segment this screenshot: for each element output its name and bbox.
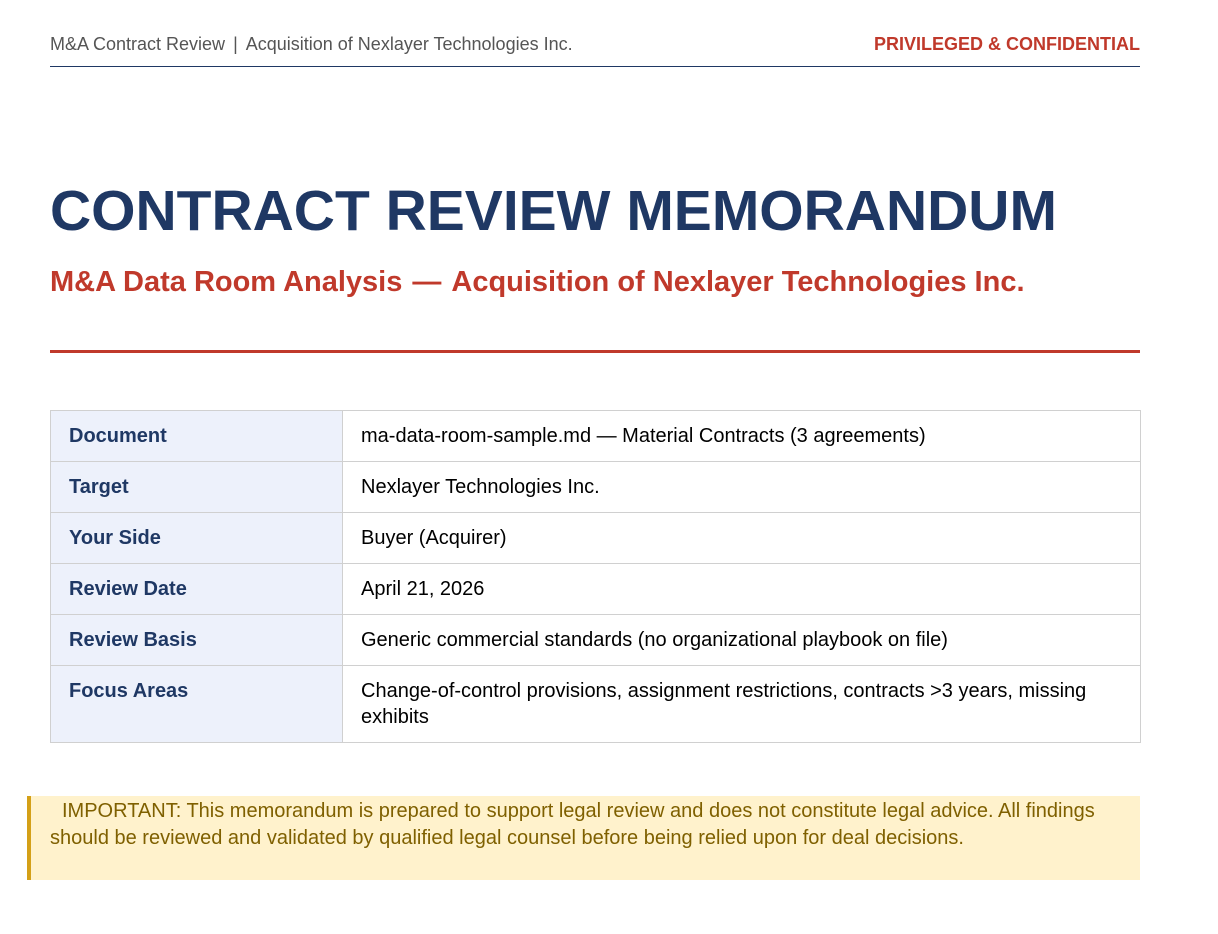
subtitle-dash: — xyxy=(412,266,442,298)
table-row xyxy=(51,462,1141,513)
row-value: Change-of-control provisions, assignment restrictions, contracts >3 years, missing exhibits xyxy=(343,666,1141,743)
row-label: Review Basis xyxy=(51,615,343,666)
table-row xyxy=(51,564,1141,615)
row-label: Review Date xyxy=(51,564,343,615)
row-value: Buyer (Acquirer) xyxy=(343,513,1141,564)
memo-title: CONTRACT REVIEW MEMORANDUM xyxy=(50,179,1057,243)
table-row xyxy=(51,411,1141,462)
subtitle-analysis: M&A Data Room Analysis xyxy=(50,266,403,298)
subtitle-divider xyxy=(50,350,1140,353)
subtitle-deal: Acquisition of Nexlayer Technologies Inc. xyxy=(451,266,1025,298)
table-row xyxy=(51,666,1141,743)
row-label: Target xyxy=(51,462,343,513)
header-doc-title xyxy=(50,34,573,55)
row-value: Generic commercial standards (no organizational playbook on file) xyxy=(343,615,1141,666)
row-value: ma-data-room-sample.md — Material Contracts (3 agreements) xyxy=(343,411,1141,462)
row-value: April 21, 2026 xyxy=(343,564,1141,615)
header-title: M&A Contract Review xyxy=(50,34,226,54)
page-header xyxy=(50,30,1140,67)
confidentiality-label: PRIVILEGED & CONFIDENTIAL xyxy=(873,34,1140,54)
table-row xyxy=(51,615,1141,666)
memo-subtitle xyxy=(50,264,1140,300)
row-label: Focus Areas xyxy=(51,666,343,743)
row-label: Document xyxy=(51,411,343,462)
header-separator: | xyxy=(233,34,238,54)
memo-info-table xyxy=(50,410,1141,743)
row-label: Your Side xyxy=(51,513,343,564)
important-notice xyxy=(27,796,1140,880)
notice-text: IMPORTANT: This memorandum is prepared to support legal review and does not constitute legal advice. All findings should be reviewed and validated by qualified legal counsel before being relied upon for deal decisions. xyxy=(50,800,1095,849)
row-value: Nexlayer Technologies Inc. xyxy=(343,462,1141,513)
table-row xyxy=(51,513,1141,564)
header-subtitle: Acquisition of Nexlayer Technologies Inc. xyxy=(245,34,573,54)
